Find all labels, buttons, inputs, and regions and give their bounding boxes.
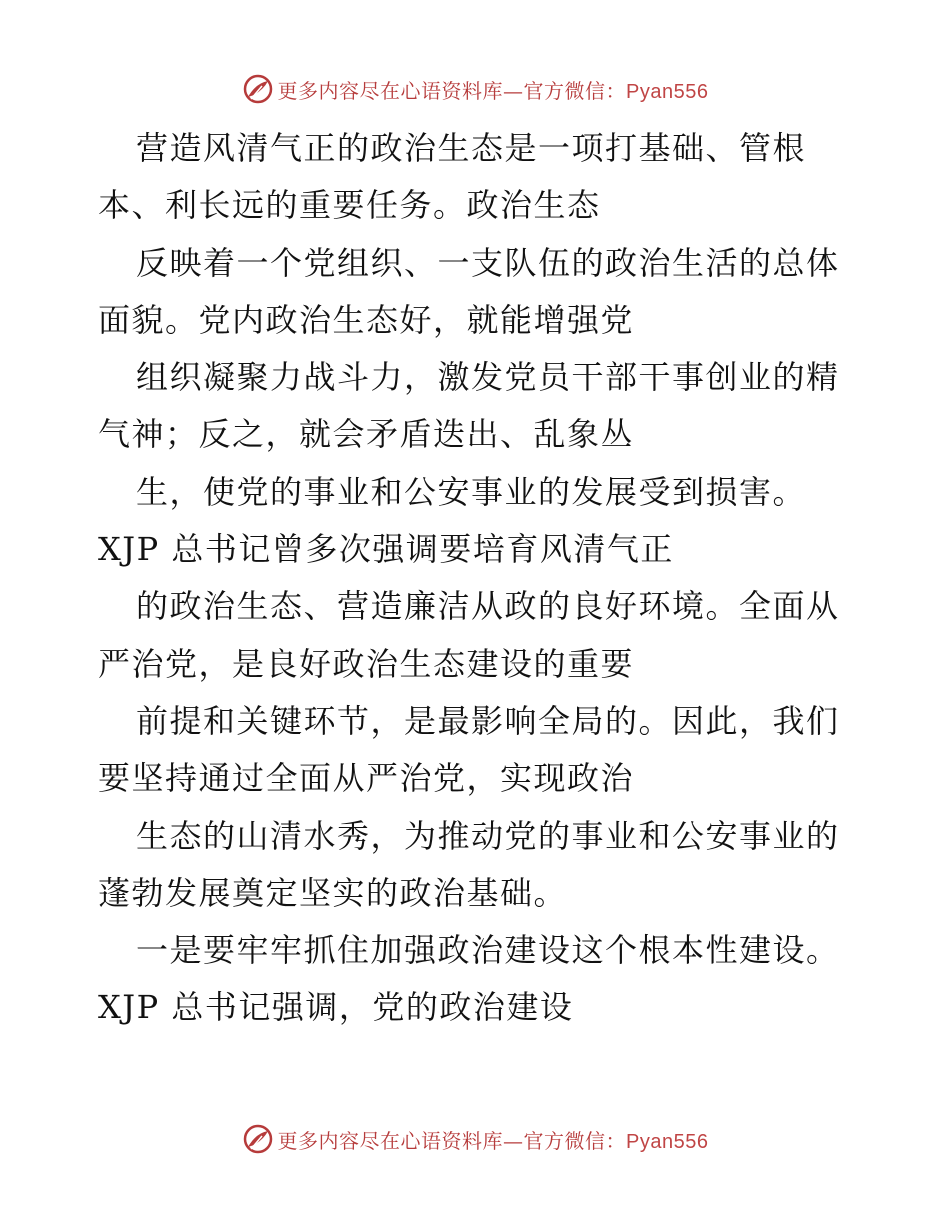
pen-logo-icon [242, 73, 274, 105]
watermark-channel: 官方微信： [523, 1128, 627, 1153]
text-line: 前提和关键环节，是最影响全局的。因此，我们 [136, 701, 840, 740]
text-line: 要坚持通过全面从严治党，实现政治 [98, 759, 635, 798]
text-line: 组织凝聚力战斗力，激发党员干部干事创业的精 [136, 358, 840, 397]
pen-logo-icon [242, 1123, 274, 1155]
header-watermark [0, 72, 950, 106]
text-line: 严治党，是良好政治生态建设的重要 [98, 644, 635, 683]
text-line: 生，使党的事业和公安事业的发展受到损害。 [136, 472, 807, 511]
watermark-channel: 官方微信： [523, 78, 627, 103]
watermark-brand: 更多内容尽在心语资料库 [277, 1128, 504, 1153]
text-line: 营造风清气正的政治生态是一项打基础、管根 [136, 129, 807, 167]
footer-watermark [0, 1122, 950, 1156]
watermark-text [278, 1125, 709, 1154]
text-line: 气神；反之，就会矛盾迭出、乱象丛 [98, 415, 635, 454]
text-line: 生态的山清水秀，为推动党的事业和公安事业的 [136, 816, 840, 855]
text-line: 反映着一个党组织、一支队伍的政治生活的总体 [136, 243, 840, 282]
text-line: 一是要牢牢抓住加强政治建设这个根本性建设。 [136, 931, 840, 970]
text-line: 蓬勃发展奠定坚实的政治基础。 [98, 873, 568, 912]
text-line: 面貌。党内政治生态好，就能增强党 [98, 300, 635, 339]
text-line: 的政治生态、营造廉洁从政的良好环境。全面从 [136, 587, 840, 626]
text-line: 本、利长远的重要任务。政治生态 [98, 186, 601, 225]
watermark-account-id: Pyan556 [626, 80, 709, 103]
document-body [98, 120, 878, 1037]
watermark-separator: — [503, 1128, 524, 1153]
watermark-brand: 更多内容尽在心语资料库 [277, 78, 504, 103]
watermark-account-id: Pyan556 [626, 1130, 709, 1153]
watermark-separator: — [503, 78, 524, 103]
text-line: XJP 总书记强调，党的政治建设 [98, 988, 574, 1027]
text-line: XJP 总书记曾多次强调要培育风清气正 [98, 530, 674, 569]
watermark-text [278, 75, 709, 104]
